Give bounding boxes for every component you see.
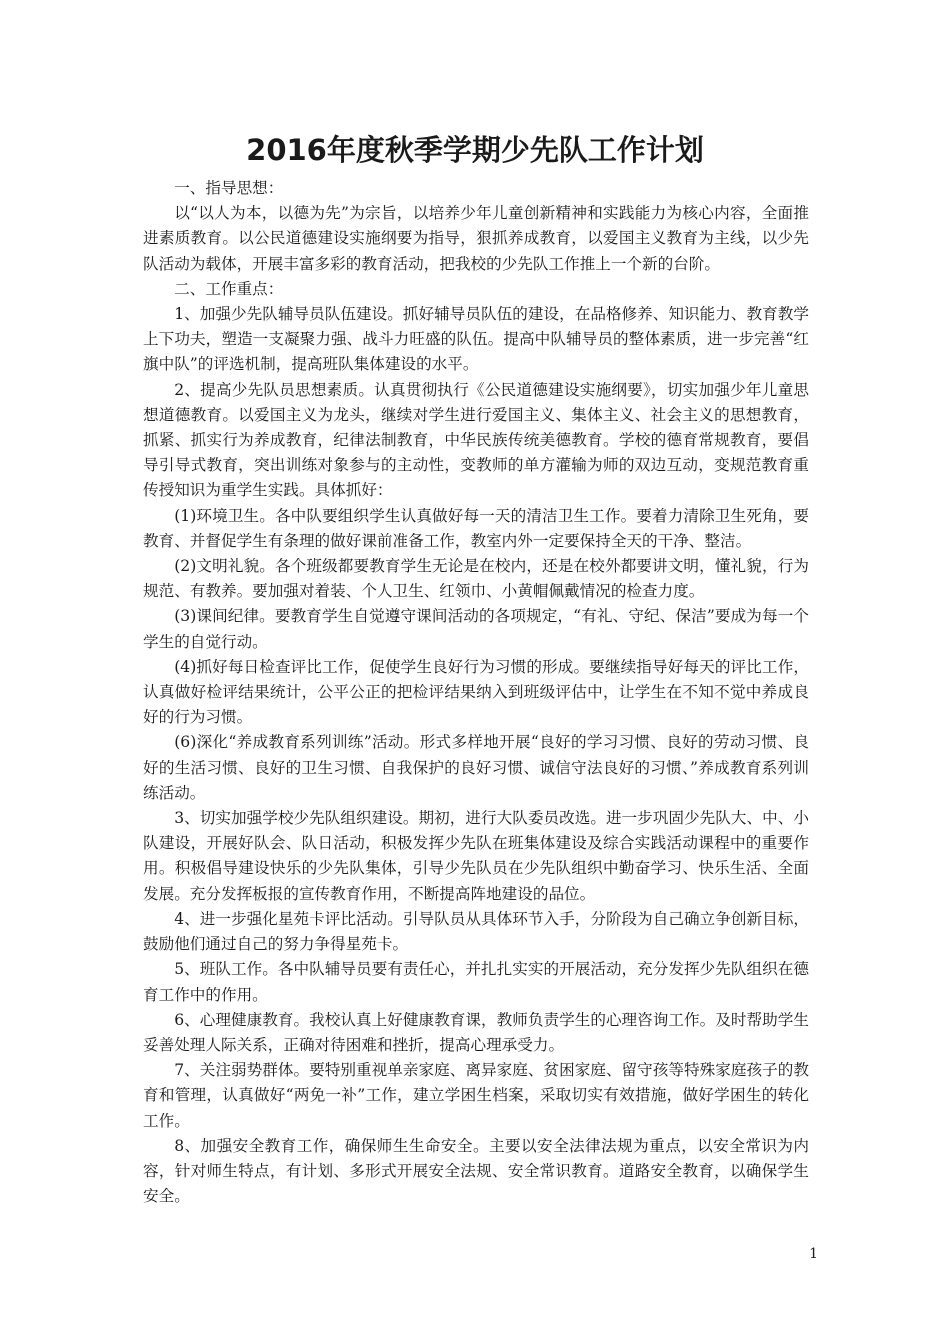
paragraph: 以“以人为本，以德为先”为宗旨，以培养少年儿童创新精神和实践能力为核心内容，全面推进素质教育。以公民道德建设实施纲要为指导，狠抓养成教育，以爱国主义教育为主线，以少先队活动为载体，开展丰富多彩的教育活动，把我校的少先队工作推上一个新的台阶。 <box>143 204 809 273</box>
paragraph: (6)深化“养成教育系列训练”活动。形式多样地开展“良好的学习习惯、良好的劳动习惯、良好的生活习惯、良好的卫生习惯、自我保护的良好习惯、诚信守法良好的习惯、”养成教育系列训练活动。 <box>143 733 809 802</box>
paragraph: 4、进一步强化星苑卡评比活动。引导队员从具体环节入手，分阶段为自己确立争创新目标，鼓励他们通过自己的努力争得星苑卡。 <box>143 909 809 954</box>
paragraph: (1)环境卫生。各中队要组织学生认真做好每一天的清洁卫生工作。要着力清除卫生死角，要教育、并督促学生有条理的做好课前准备工作，教室内外一定要保持全天的干净、整洁。 <box>143 506 809 550</box>
section-heading: 二、工作重点： <box>174 279 284 298</box>
section-heading: 一、指导思想： <box>174 179 284 197</box>
paragraph: (2)文明礼貌。各个班级都要教育学生无论是在校内，还是在校外都要讲文明，懂礼貌，行为规范、有教养。要加强对着装、个人卫生、红领巾、小黄帽佩戴情况的检查力度。 <box>143 557 809 601</box>
paragraph: 7、关注弱势群体。要特别重视单亲家庭、离异家庭、贫困家庭、留守孩等特殊家庭孩子的教育和管理，认真做好“两免一补”工作，建立学困生档案，采取切实有效措施，做好学困生的转化工作。 <box>143 1061 809 1130</box>
document-body <box>143 176 809 1209</box>
paragraph: 8、加强安全教育工作，确保师生生命安全。主要以安全法律法规为重点，以安全常识为内容，针对师生特点，有计划、多形式开展安全法规、安全常识教育。道路安全教育，以确保学生安全。 <box>143 1136 809 1206</box>
paragraph: (3)课间纪律。要教育学生自觉遵守课间活动的各项规定，“有礼、守纪、保洁”要成为每一个学生的自觉行动。 <box>143 607 809 651</box>
page-number: 1 <box>809 1246 818 1262</box>
paragraph: 2、提高少先队员思想素质。认真贯彻执行《公民道德建设实施纲要》，切实加强少年儿童思想道德教育。以爱国主义为龙头，继续对学生进行爱国主义、集体主义、社会主义的思想教育，抓紧、抓实行为养成教育，纪律法制教育，中华民族传统美德教育。学校的德育常规教育，要倡导引导式教育，突出训练对象参与的主动性，变教师的单方灌输为师的双边互动，变规范教育重传授知识为重学生实践。具体抓好： <box>143 380 809 500</box>
page-title: 2016年度秋季学期少先队工作计划 <box>246 133 704 167</box>
paragraph: (4)抓好每日检查评比工作，促使学生良好行为习惯的形成。要继续指导好每天的评比工作，认真做好检评结果统计，公平公正的把检评结果纳入到班级评估中，让学生在不知不觉中养成良好的行为习惯。 <box>143 657 809 727</box>
paragraph: 6、心理健康教育。我校认真上好健康教育课，教师负责学生的心理咨询工作。及时帮助学生妥善处理人际关系，正确对待困难和挫折，提高心理承受力。 <box>143 1010 809 1054</box>
paragraph: 1、加强少先队辅导员队伍建设。抓好辅导员队伍的建设，在品格修养、知识能力、教育教学上下功夫，塑造一支凝聚力强、战斗力旺盛的队伍。提高中队辅导员的整体素质，进一步完善“红旗中队”的评选机制，提高班队集体建设的水平。 <box>143 305 809 374</box>
paragraph: 3、切实加强学校少先队组织建设。期初，进行大队委员改选。进一步巩固少先队大、中、小队建设，开展好队会、队日活动，积极发挥少先队在班集体建设及综合实践活动课程中的重要作用。积极倡导建设快乐的少先队集体，引导少先队员在少先队组织中勤奋学习、快乐生活、全面发展。充分发挥板报的宣传教育作用，不断提高阵地建设的品位。 <box>143 809 809 903</box>
paragraph: 5、班队工作。各中队辅导员要有责任心，并扎扎实实的开展活动，充分发挥少先队组织在德育工作中的作用。 <box>143 960 809 1004</box>
